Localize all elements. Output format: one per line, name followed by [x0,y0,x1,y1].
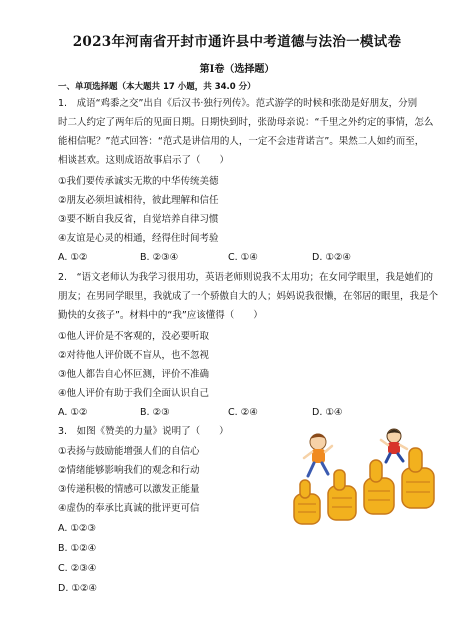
q1-statement: ③要不断自我反省，自觉培养自律习惯 [58,214,219,225]
q1-statement: ④友谊是心灵的相通，经得住时间考验 [58,233,219,244]
q2-option-a[interactable]: A. ①② [58,407,88,418]
q3-statement: ①表扬与鼓励能增强人们的自信心 [58,446,200,457]
exam-title: 2023年河南省开封市通许县中考道德与法治一模试卷 [72,34,402,50]
child-figure-icon [381,429,407,462]
q2-statement: ②对待他人评价既不盲从，也不忽视 [58,350,210,361]
q3-option-d[interactable]: D. ①②④ [58,583,97,594]
q1-option-c[interactable]: C. ①④ [228,252,258,263]
thumbs-up-icon [402,448,434,508]
q1-line: 时二人约定了两年后的见面日期。日期快到时，张劭母亲说：“千里之外约定的事情，怎么 [58,117,434,128]
q1-line: 能相信呢？”范式回答：“范式是讲信用的人，一定不会违背诺言”。果然二人如约而至， [58,136,425,147]
q1-statement: ①我们要传承诚实无欺的中华传统美德 [58,176,219,187]
q1-option-a[interactable]: A. ①② [58,252,88,263]
q2-option-d[interactable]: D. ①④ [312,407,343,418]
q3-line: 3. 如图《赞美的力量》说明了（ ） [58,426,229,437]
q1-line: 相谈甚欢。这则成语故事启示了（ ） [58,155,230,166]
q2-line: 勤快的女孩子”。材料中的“我”应该懂得（ ） [58,310,263,321]
q1-option-b[interactable]: B. ②③④ [140,252,179,263]
q1-option-d[interactable]: D. ①②④ [312,252,351,263]
q3-option-a[interactable]: A. ①②③ [58,523,96,534]
q2-option-c[interactable]: C. ②④ [228,407,258,418]
q2-line: 朋友；在男同学眼里，我就成了一个骄傲自大的人；妈妈说我很懒，在邻居的眼里，我是个 [58,291,439,302]
thumbs-up-icon [364,460,394,514]
q2-statement: ①他人评价是不客观的，没必要听取 [58,331,210,342]
exam-subtitle: 第Ⅰ卷（选择题） [199,64,275,75]
q2-line: 2. “语文老师认为我学习很用功，英语老师则说我不太用功；在女同学眼里，我是她们的 [58,272,433,283]
child-figure-icon [304,434,332,477]
q1-statement: ②朋友必须坦诚相待，彼此理解和信任 [58,195,219,206]
section-heading: 一、单项选择题（本大题共 17 小题，共 34.0 分） [58,82,256,92]
q3-statement: ②情绪能够影响我们的观念和行动 [58,465,200,476]
q1-line: 1. 成语“鸡黍之交”出自《后汉书·独行列传》。范式游学的时候和张劭是好朋友，分别 [58,98,418,109]
thumbs-up-kids-illustration [290,428,440,538]
q2-statement: ④他人评价有助于我们全面认识自己 [58,388,210,399]
q2-option-b[interactable]: B. ②③ [140,407,170,418]
thumbs-up-icon [294,480,320,524]
q3-statement: ④虚伪的奉承比真诚的批评更可信 [58,503,200,514]
thumbs-up-icon [328,470,356,520]
q3-option-b[interactable]: B. ①②④ [58,543,97,554]
q3-statement: ③传递积极的情感可以激发正能量 [58,484,200,495]
q2-statement: ③他人都告自心怀叵测，评价不准确 [58,369,210,380]
q3-option-c[interactable]: C. ②③④ [58,563,97,574]
